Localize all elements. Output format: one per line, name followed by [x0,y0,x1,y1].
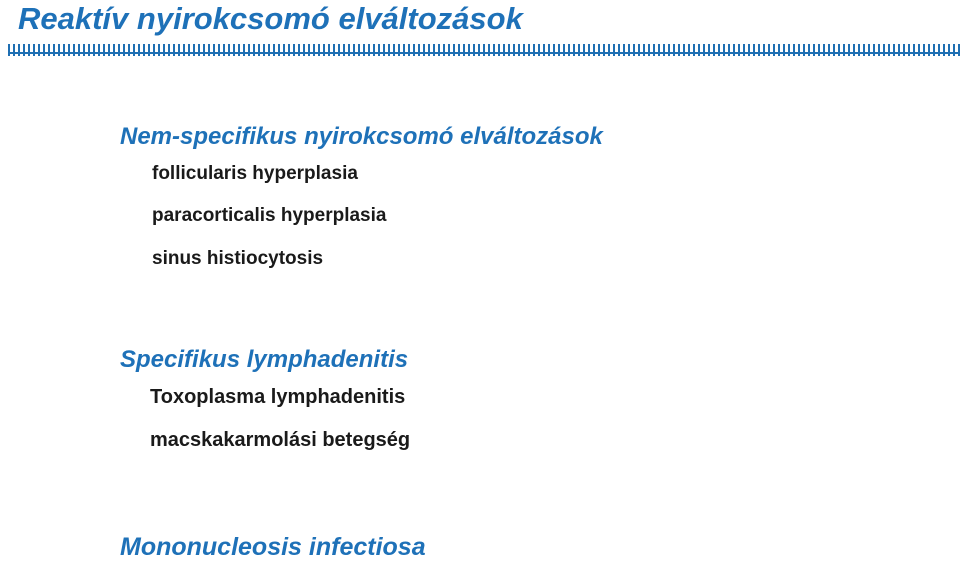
section-heading-mononucleosis: Mononucleosis infectiosa [120,533,426,561]
section-heading-nonspecific: Nem-specifikus nyirokcsomó elváltozások [120,123,603,150]
list-item: macskakarmolási betegség [150,429,411,451]
slide-title: Reaktív nyirokcsomó elváltozások [18,1,523,36]
title-divider [8,44,960,56]
list-item: sinus histiocytosis [152,248,324,269]
section-heading-specific: Specifikus lymphadenitis [120,346,409,373]
list-item: Toxoplasma lymphadenitis [150,386,406,408]
list-item: paracorticalis hyperplasia [152,205,387,226]
list-item: follicularis hyperplasia [152,163,358,184]
